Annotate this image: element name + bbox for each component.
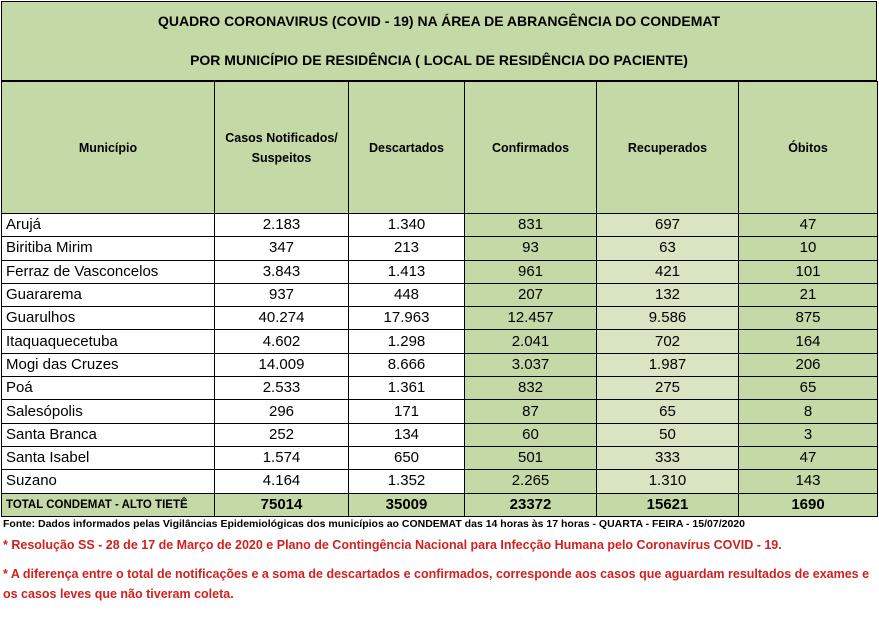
cell-recuperados: 63 (597, 237, 739, 260)
cell-descartados: 17.963 (349, 307, 465, 330)
cell-recuperados: 1.310 (597, 470, 739, 493)
cell-obitos: 206 (739, 353, 878, 376)
cell-descartados: 1.340 (349, 214, 465, 237)
cell-confirmados: 3.037 (465, 353, 597, 376)
table-row (2, 214, 878, 237)
cell-confirmados: 832 (465, 377, 597, 400)
cell-descartados: 448 (349, 283, 465, 306)
table-row (2, 283, 878, 306)
cell-notificados: 40.274 (215, 307, 349, 330)
cell-recuperados: 9.586 (597, 307, 739, 330)
cell-recuperados: 421 (597, 260, 739, 283)
cell-notificados: 4.164 (215, 470, 349, 493)
cell-confirmados: 2.265 (465, 470, 597, 493)
cell-confirmados: 2.041 (465, 330, 597, 353)
cell-municipio: Suzano (2, 470, 215, 493)
col-municipio: Município (2, 82, 215, 214)
cell-notificados: 3.843 (215, 260, 349, 283)
cell-confirmados: 501 (465, 446, 597, 469)
cases-table (1, 81, 878, 517)
cell-notificados: 252 (215, 423, 349, 446)
cell-confirmados: 207 (465, 283, 597, 306)
cell-municipio: Poá (2, 377, 215, 400)
col-descartados: Descartados (349, 82, 465, 214)
cell-obitos: 8 (739, 400, 878, 423)
cell-notificados: 937 (215, 283, 349, 306)
difference-note: * A diferença entre o total de notificações e a soma de descartados e confirmados, corresponde aos casos que aguardam resultados de exames e os casos leves que não tiveram coleta. (3, 567, 870, 601)
title-line-1: QUADRO CORONAVIRUS (COVID - 19) NA ÁREA DE ABRANGÊNCIA DO CONDEMAT (157, 13, 721, 29)
col-confirmados: Confirmados (465, 82, 597, 214)
cell-descartados: 134 (349, 423, 465, 446)
cell-obitos: 875 (739, 307, 878, 330)
cell-descartados: 1.361 (349, 377, 465, 400)
cell-confirmados: 961 (465, 260, 597, 283)
cell-municipio: Arujá (2, 214, 215, 237)
col-obitos: Óbitos (739, 82, 878, 214)
cell-recuperados: 132 (597, 283, 739, 306)
table-row (2, 330, 878, 353)
cell-municipio: Guararema (2, 283, 215, 306)
cell-confirmados: 87 (465, 400, 597, 423)
cell-municipio: Guarulhos (2, 307, 215, 330)
total-obitos: 1690 (739, 493, 878, 516)
header-row (2, 82, 878, 214)
cell-obitos: 143 (739, 470, 878, 493)
cell-obitos: 164 (739, 330, 878, 353)
cell-notificados: 4.602 (215, 330, 349, 353)
col-notificados: Casos Notificados/ Suspeitos (215, 82, 349, 214)
cell-notificados: 14.009 (215, 353, 349, 376)
table-row (2, 260, 878, 283)
col-recuperados: Recuperados (597, 82, 739, 214)
cell-municipio: Santa Branca (2, 423, 215, 446)
total-label: TOTAL CONDEMAT - ALTO TIETÊ (2, 493, 215, 516)
cell-obitos: 47 (739, 214, 878, 237)
cell-confirmados: 93 (465, 237, 597, 260)
cell-recuperados: 333 (597, 446, 739, 469)
cell-municipio: Itaquaquecetuba (2, 330, 215, 353)
cell-municipio: Mogi das Cruzes (2, 353, 215, 376)
table-row (2, 446, 878, 469)
table-row (2, 377, 878, 400)
cell-descartados: 171 (349, 400, 465, 423)
cell-obitos: 101 (739, 260, 878, 283)
cell-municipio: Salesópolis (2, 400, 215, 423)
total-row (2, 493, 878, 516)
cell-notificados: 2.533 (215, 377, 349, 400)
cell-notificados: 296 (215, 400, 349, 423)
cell-obitos: 10 (739, 237, 878, 260)
cell-municipio: Ferraz de Vasconcelos (2, 260, 215, 283)
table-row (2, 423, 878, 446)
cell-recuperados: 702 (597, 330, 739, 353)
total-descartados: 35009 (349, 493, 465, 516)
cell-confirmados: 831 (465, 214, 597, 237)
cell-confirmados: 60 (465, 423, 597, 446)
cell-obitos: 65 (739, 377, 878, 400)
table-row (2, 400, 878, 423)
source-note: Fonte: Dados informados pelas Vigilâncias Epidemiológicas dos municípios ao CONDEMAT das 14 horas às 17 horas - QUARTA - FEIRA - 15/07/2020 (3, 518, 745, 530)
cell-recuperados: 50 (597, 423, 739, 446)
title-line-2: POR MUNICÍPIO DE RESIDÊNCIA ( LOCAL DE RESIDÊNCIA DO PACIENTE) (190, 52, 688, 68)
cell-obitos: 47 (739, 446, 878, 469)
cell-recuperados: 65 (597, 400, 739, 423)
cell-confirmados: 12.457 (465, 307, 597, 330)
total-recuperados: 15621 (597, 493, 739, 516)
report-header (1, 1, 877, 81)
cell-recuperados: 697 (597, 214, 739, 237)
table-row (2, 307, 878, 330)
cell-descartados: 1.352 (349, 470, 465, 493)
cell-descartados: 213 (349, 237, 465, 260)
cell-notificados: 347 (215, 237, 349, 260)
total-confirmados: 23372 (465, 493, 597, 516)
cell-descartados: 8.666 (349, 353, 465, 376)
table-row (2, 237, 878, 260)
cell-recuperados: 275 (597, 377, 739, 400)
cell-obitos: 3 (739, 423, 878, 446)
cell-obitos: 21 (739, 283, 878, 306)
cell-municipio: Santa Isabel (2, 446, 215, 469)
resolution-note: * Resolução SS - 28 de 17 de Março de 2020 e Plano de Contingência Nacional para Infecção Humana pelo Coronavírus COVID - 19. (3, 538, 782, 552)
cell-notificados: 1.574 (215, 446, 349, 469)
total-notificados: 75014 (215, 493, 349, 516)
cell-descartados: 1.298 (349, 330, 465, 353)
cell-descartados: 1.413 (349, 260, 465, 283)
cell-recuperados: 1.987 (597, 353, 739, 376)
table-row (2, 353, 878, 376)
cell-descartados: 650 (349, 446, 465, 469)
cell-notificados: 2.183 (215, 214, 349, 237)
cell-municipio: Biritiba Mirim (2, 237, 215, 260)
table-row (2, 470, 878, 493)
